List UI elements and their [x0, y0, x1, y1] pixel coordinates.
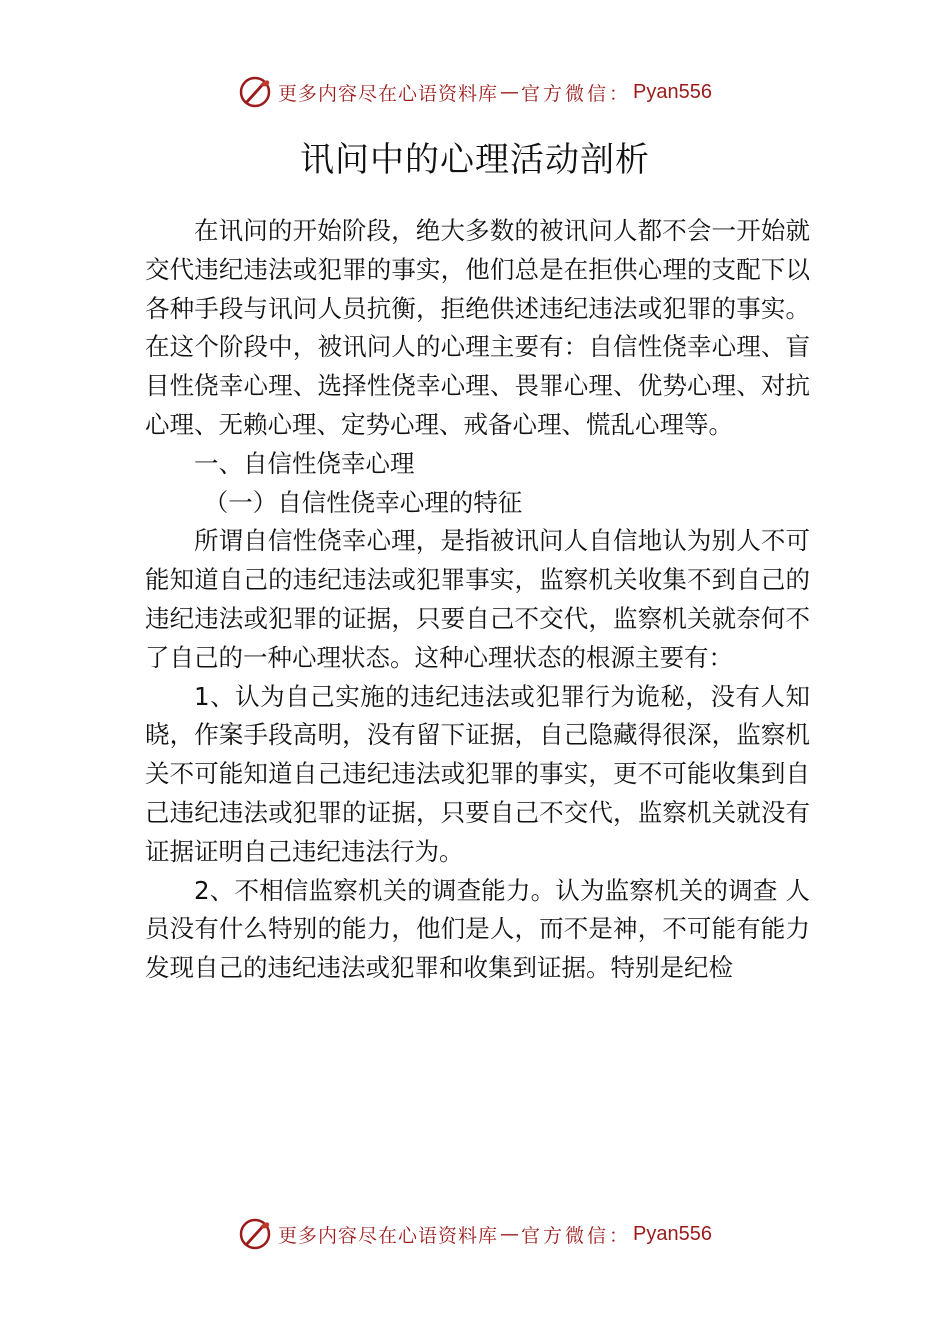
footer-wechat-label: 官方微信：	[521, 1224, 632, 1247]
paragraph-definition: 所谓自信性侥幸心理，是指被讯问人自信地认为别人不可能知道自己的违纪违法或犯罪事实，监察机关收集不到自己的违纪违法或犯罪的证据，只要自己不交代，监察机关就奈何不了自己的一种心理状态。这种心理状态的根源主要有：	[145, 526, 810, 672]
quill-pen-logo-icon	[238, 1217, 272, 1251]
subsection-heading: （一）自信性侥幸心理的特征	[203, 487, 523, 517]
paragraph-point-1: 1、认为自己实施的违纪违法或犯罪行为诡秘，没有人知晓，作案手段高明，没有留下证据，自己隐藏得很深，监察机关不可能知道自己违纪违法或犯罪的事实，更不可能收集到自己违纪违法或犯罪的证据，只要自己不交代，监察机关就没有证据证明自己违纪违法行为。	[145, 681, 810, 866]
footer-wechat-id: Pyan556	[633, 1222, 712, 1245]
quill-pen-logo-icon	[238, 75, 272, 109]
document-body	[145, 212, 810, 988]
header-wechat-id: Pyan556	[633, 80, 712, 103]
footer-brand-text: 更多内容尽在心语资料库	[278, 1224, 499, 1247]
header-banner	[0, 72, 950, 112]
header-wechat-label: 官方微信：	[521, 82, 632, 105]
header-separator: —	[500, 81, 520, 103]
footer-banner	[0, 1214, 950, 1254]
footer-separator: —	[500, 1223, 520, 1245]
header-brand-text: 更多内容尽在心语资料库	[278, 82, 499, 105]
paragraph-intro: 在讯问的开始阶段，绝大多数的被讯问人都不会一开始就交代违纪违法或犯罪的事实，他们总是在拒供心理的支配下以各种手段与讯问人员抗衡，拒绝供述违纪违法或犯罪的事实。在这个阶段中，被讯问人的心理主要有：自信性侥幸心理、盲目性侥幸心理、选择性侥幸心理、畏罪心理、优势心理、对抗心理、无赖心理、定势心理、戒备心理、慌乱心理等。	[145, 216, 810, 439]
paragraph-point-2: 2、不相信监察机关的调查能力。认为监察机关的调查 人员没有什么特别的能力，他们是人，而不是神，不可能有能力发现自己的违纪违法或犯罪和收集到证据。特别是纪检	[145, 875, 810, 983]
document-title: 讯问中的心理活动剖析	[300, 140, 650, 180]
section-heading: 一、自信性侥幸心理	[194, 448, 415, 478]
